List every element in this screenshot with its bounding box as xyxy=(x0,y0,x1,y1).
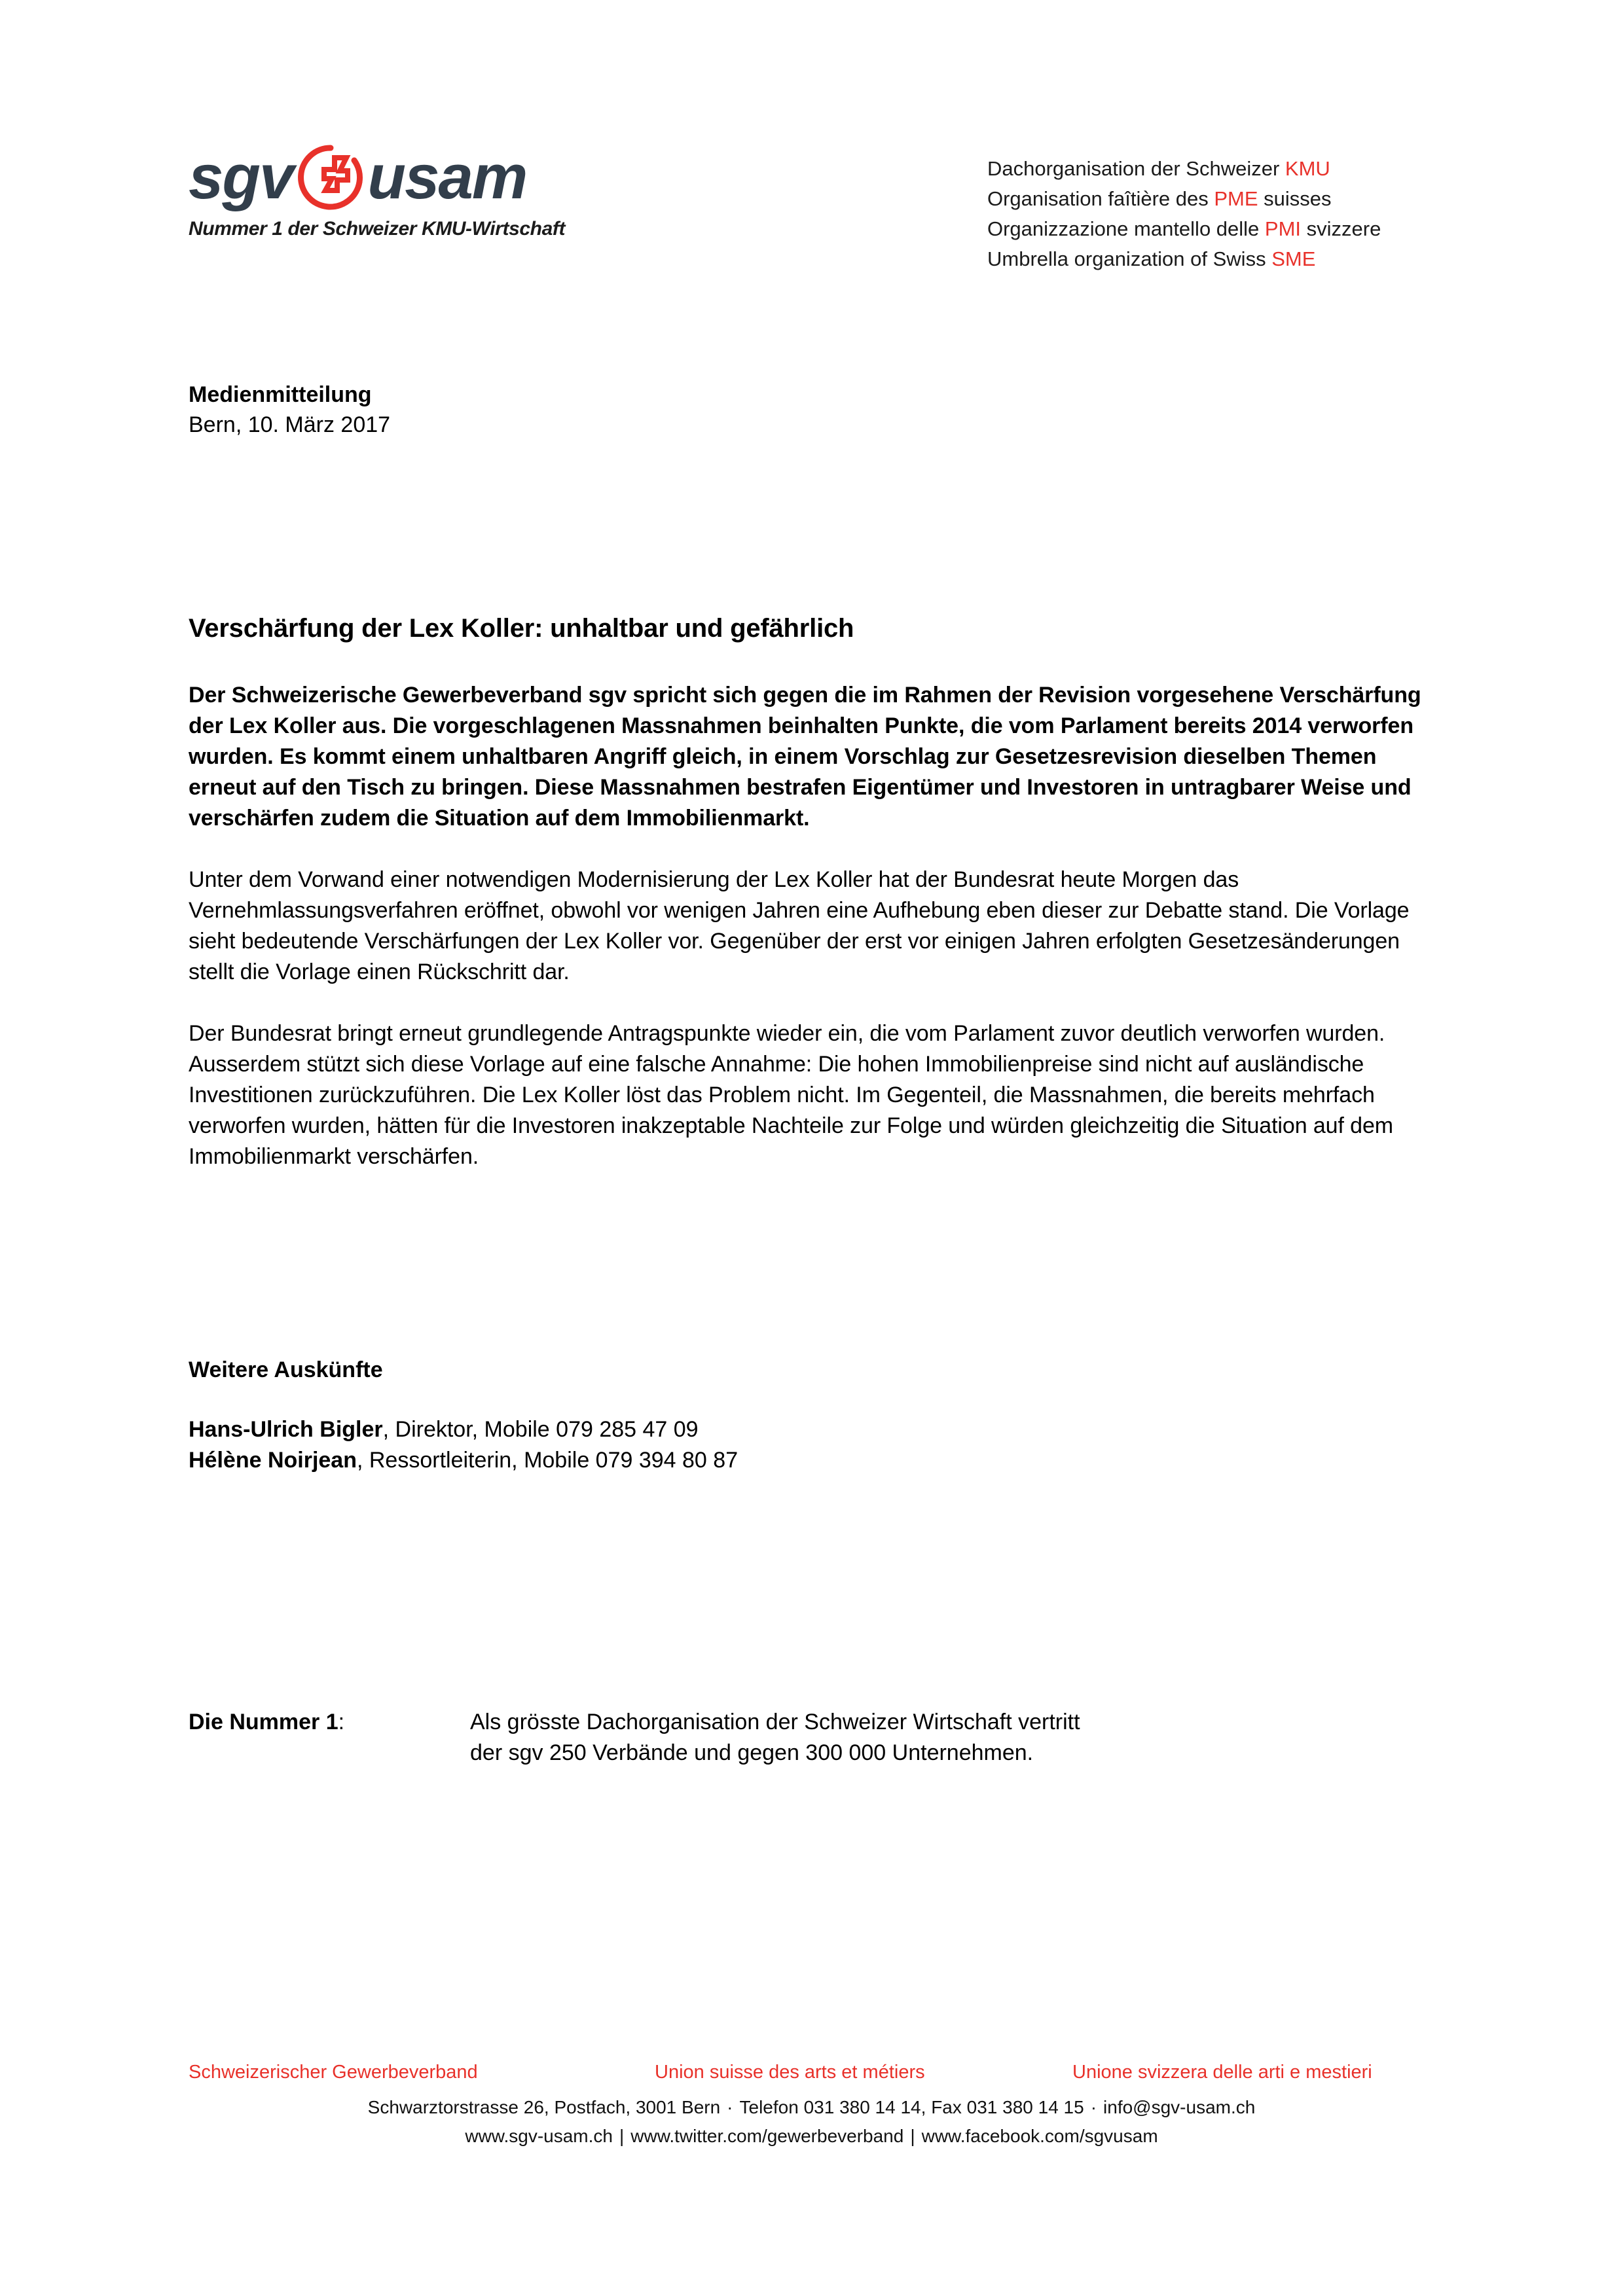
about-text-line-1: Als grösste Dachorganisation der Schweizer Wirtschaft vertritt xyxy=(470,1710,1080,1734)
about-label-suffix: : xyxy=(338,1710,345,1734)
header-language-line-de xyxy=(987,154,1381,184)
footer-address-phone: Telefon 031 380 14 14, Fax 031 380 14 15 xyxy=(739,2097,1084,2117)
footer-address-email[interactable]: info@sgv-usam.ch xyxy=(1103,2097,1256,2117)
footer-link-twitter[interactable]: www.twitter.com/gewerbeverband xyxy=(630,2126,904,2146)
page-title: Verschärfung der Lex Koller: unhaltbar und gefährlich xyxy=(189,614,854,643)
header-language-list xyxy=(987,154,1381,274)
document-type: Medienmitteilung xyxy=(189,382,372,407)
contact-person-1-name: Hans-Ulrich Bigler xyxy=(189,1417,383,1442)
footer-link-separator-2: | xyxy=(910,2126,915,2146)
header-lang-it-before: Organizzazione mantello delle xyxy=(987,217,1265,240)
footer-link-website[interactable]: www.sgv-usam.ch xyxy=(465,2126,613,2146)
about-text xyxy=(470,1707,1080,1768)
document-place-date: Bern, 10. März 2017 xyxy=(189,412,391,437)
header-lang-en-accent: SME xyxy=(1271,247,1316,270)
contact-person-1 xyxy=(189,1414,1429,1445)
body-paragraph-2: Der Bundesrat bringt erneut grundlegende Antragspunkte wieder ein, die vom Parlament zuvor deutlich verworfen wurden. Ausserdem stützt sich diese Vorlage auf eine falsche Annahme: Die hohen Immobilienpreise sind nicht auf ausländische Investitionen zurückzuführen. Die Lex Koller löst das Problem nicht. Im Gegenteil, die Massnahmen, die bereits mehrfach verworfen wurden, hätten für die Investoren inakzeptable Nachteile zur Folge und würden gleichzeitig die Situation auf dem Immobilienmarkt verschärfen. xyxy=(189,1021,1394,1169)
footer-address xyxy=(0,2093,1623,2122)
header-language-line-fr xyxy=(987,184,1381,214)
contacts-heading: Weitere Auskünfte xyxy=(189,1357,383,1382)
about-label xyxy=(189,1707,470,1738)
footer-org-name-fr: Union suisse des arts et métiers xyxy=(655,2062,925,2083)
header-lang-en-before: Umbrella organization of Swiss xyxy=(987,247,1272,270)
logo-wordmark xyxy=(189,141,594,214)
press-release-body xyxy=(189,612,1429,1203)
body-paragraph-1: Unter dem Vorwand einer notwendigen Modernisierung der Lex Koller hat der Bundesrat heute Morgen das Vernehmlassungsverfahren eröffnet, obwohl vor wenigen Jahren eine Aufhebung eben dieser zur Debatte stand. Die Vorlage sieht bedeutende Verschärfungen der Lex Koller vor. Gegenüber der erst vor einigen Jahren erfolgten Gesetzesänderungen stellt die Vorlage einen Rückschritt dar. xyxy=(189,867,1410,984)
footer-org-name-de: Schweizerischer Gewerbeverband xyxy=(189,2062,478,2083)
contact-person-2-name: Hélène Noirjean xyxy=(189,1448,357,1473)
logo-text-sgv: sgv xyxy=(189,142,293,212)
contact-person-2 xyxy=(189,1445,1429,1476)
logo-text-usam: usam xyxy=(367,142,527,212)
about-block xyxy=(189,1707,1429,1768)
header-lang-fr-after: suisses xyxy=(1258,187,1332,210)
sgv-usam-logo xyxy=(189,141,594,240)
header-lang-it-accent: PMI xyxy=(1264,217,1302,240)
footer-org-names xyxy=(0,2055,1623,2089)
about-text-line-2: der sgv 250 Verbände und gegen 300 000 Unternehmen. xyxy=(470,1740,1034,1765)
footer-org-name-it: Unione svizzera delle arti e mestieri xyxy=(1072,2062,1372,2083)
footer-links xyxy=(0,2122,1623,2151)
contact-person-1-details: , Direktor, Mobile 079 285 47 09 xyxy=(382,1417,699,1442)
header-lang-it-after: svizzere xyxy=(1301,217,1381,240)
page-footer xyxy=(0,2055,1623,2151)
header-language-line-en xyxy=(987,244,1381,274)
document-meta xyxy=(189,380,390,440)
lead-paragraph: Der Schweizerische Gewerbeverband sgv spricht sich gegen die im Rahmen der Revision vorgesehene Verschärfung der Lex Koller aus. Die vorgeschlagenen Massnahmen beinhalten Punkte, die vom Parlament bereits 2014 verworfen wurden. Es kommt einem unhaltbaren Angriff gleich, in einem Vorschlag zur Gesetzesrevision dieselben Themen erneut auf den Tisch zu bringen. Diese Massnahmen bestrafen Eigentümer und Investoren in untragbarer Weise und verschärfen zudem die Situation auf dem Immobilienmarkt. xyxy=(189,683,1421,831)
header-language-line-it xyxy=(987,214,1381,244)
letterhead xyxy=(0,141,1623,285)
header-lang-de-accent: KMU xyxy=(1285,157,1330,180)
footer-link-separator-1: | xyxy=(619,2126,625,2146)
about-label-bold: Die Nummer 1 xyxy=(189,1710,338,1734)
header-lang-fr-before: Organisation faîtière des xyxy=(987,187,1214,210)
footer-link-facebook[interactable]: www.facebook.com/sgvusam xyxy=(921,2126,1158,2146)
header-lang-fr-accent: PME xyxy=(1214,187,1258,210)
footer-address-separator-1: · xyxy=(727,2097,733,2117)
footer-address-separator-2: · xyxy=(1090,2097,1097,2117)
header-lang-de-before: Dachorganisation der Schweizer xyxy=(987,157,1285,180)
sgv-usam-emblem-icon xyxy=(297,143,365,211)
footer-address-street: Schwarztorstrasse 26, Postfach, 3001 Bern xyxy=(367,2097,721,2117)
contact-person-2-details: , Ressortleiterin, Mobile 079 394 80 87 xyxy=(356,1448,739,1473)
logo-tagline: Nummer 1 der Schweizer KMU-Wirtschaft xyxy=(189,218,566,240)
further-information-section xyxy=(189,1355,1429,1476)
